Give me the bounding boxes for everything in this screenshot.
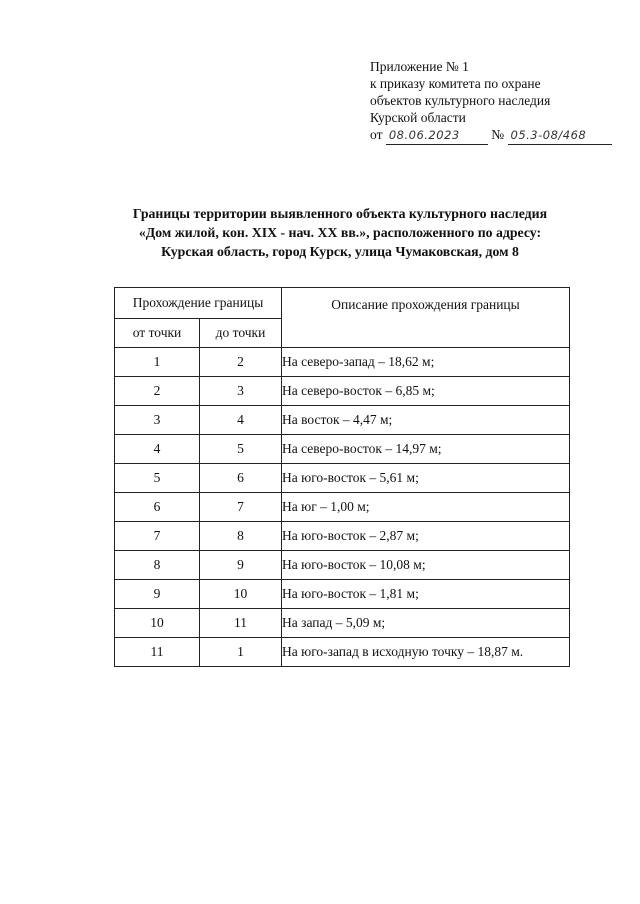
table-row xyxy=(115,435,570,464)
to-point-cell: 7 xyxy=(200,493,282,522)
table-row xyxy=(115,406,570,435)
title-line-1: Границы территории выявленного объекта культурного наследия xyxy=(132,206,548,221)
to-point-cell: 5 xyxy=(200,435,282,464)
title-line-3: Курская область, город Курск, улица Чумаковская, дом 8 xyxy=(161,244,519,259)
table-row xyxy=(115,580,570,609)
from-point-cell: 2 xyxy=(115,377,200,406)
header-from-point: от точки xyxy=(115,319,200,348)
from-point-cell: 4 xyxy=(115,435,200,464)
description-cell: На юго-запад в исходную точку – 18,87 м. xyxy=(282,638,570,667)
header-boundary-passage: Прохождение границы xyxy=(115,288,282,319)
table-row xyxy=(115,522,570,551)
from-point-cell: 6 xyxy=(115,493,200,522)
description-cell: На восток – 4,47 м; xyxy=(282,406,570,435)
table-row xyxy=(115,551,570,580)
to-point-cell: 3 xyxy=(200,377,282,406)
appendix-title: Приложение № 1 xyxy=(370,59,469,74)
to-point-cell: 6 xyxy=(200,464,282,493)
from-point-cell: 1 xyxy=(115,348,200,377)
table-row xyxy=(115,377,570,406)
to-point-cell: 10 xyxy=(200,580,282,609)
table-row xyxy=(115,493,570,522)
to-point-cell: 2 xyxy=(200,348,282,377)
from-point-cell: 7 xyxy=(115,522,200,551)
handwritten-date: 08.06.2023 xyxy=(386,127,488,145)
title-line-2: «Дом жилой, кон. XIX - нач. XX вв.», расположенного по адресу: xyxy=(138,225,542,240)
description-cell: На юго-восток – 10,08 м; xyxy=(282,551,570,580)
handwritten-number: 05.3-08/468 xyxy=(508,127,612,145)
appendix-date-number xyxy=(370,126,630,145)
description-cell: На юго-восток – 1,81 м; xyxy=(282,580,570,609)
boundary-table xyxy=(114,287,570,667)
document-title xyxy=(60,204,620,261)
number-prefix: № xyxy=(491,127,505,142)
to-point-cell: 8 xyxy=(200,522,282,551)
to-point-cell: 1 xyxy=(200,638,282,667)
header-to-point: до точки xyxy=(200,319,282,348)
table-row xyxy=(115,464,570,493)
to-point-cell: 11 xyxy=(200,609,282,638)
from-point-cell: 9 xyxy=(115,580,200,609)
from-point-cell: 5 xyxy=(115,464,200,493)
description-cell: На юг – 1,00 м; xyxy=(282,493,570,522)
description-cell: На юго-восток – 5,61 м; xyxy=(282,464,570,493)
from-point-cell: 11 xyxy=(115,638,200,667)
table-body xyxy=(115,348,570,667)
table-row xyxy=(115,609,570,638)
from-point-cell: 3 xyxy=(115,406,200,435)
from-point-cell: 8 xyxy=(115,551,200,580)
header-description: Описание прохождения границы xyxy=(282,288,570,348)
to-point-cell: 4 xyxy=(200,406,282,435)
appendix-order-ref: к приказу комитета по охране xyxy=(370,76,541,91)
appendix-block xyxy=(370,58,630,145)
appendix-region: Курской области xyxy=(370,110,466,125)
appendix-committee: объектов культурного наследия xyxy=(370,93,551,108)
date-prefix: от xyxy=(370,127,383,142)
description-cell: На северо-запад – 18,62 м; xyxy=(282,348,570,377)
from-point-cell: 10 xyxy=(115,609,200,638)
description-cell: На северо-восток – 14,97 м; xyxy=(282,435,570,464)
description-cell: На запад – 5,09 м; xyxy=(282,609,570,638)
description-cell: На юго-восток – 2,87 м; xyxy=(282,522,570,551)
table-row xyxy=(115,638,570,667)
to-point-cell: 9 xyxy=(200,551,282,580)
description-cell: На северо-восток – 6,85 м; xyxy=(282,377,570,406)
table-row xyxy=(115,348,570,377)
